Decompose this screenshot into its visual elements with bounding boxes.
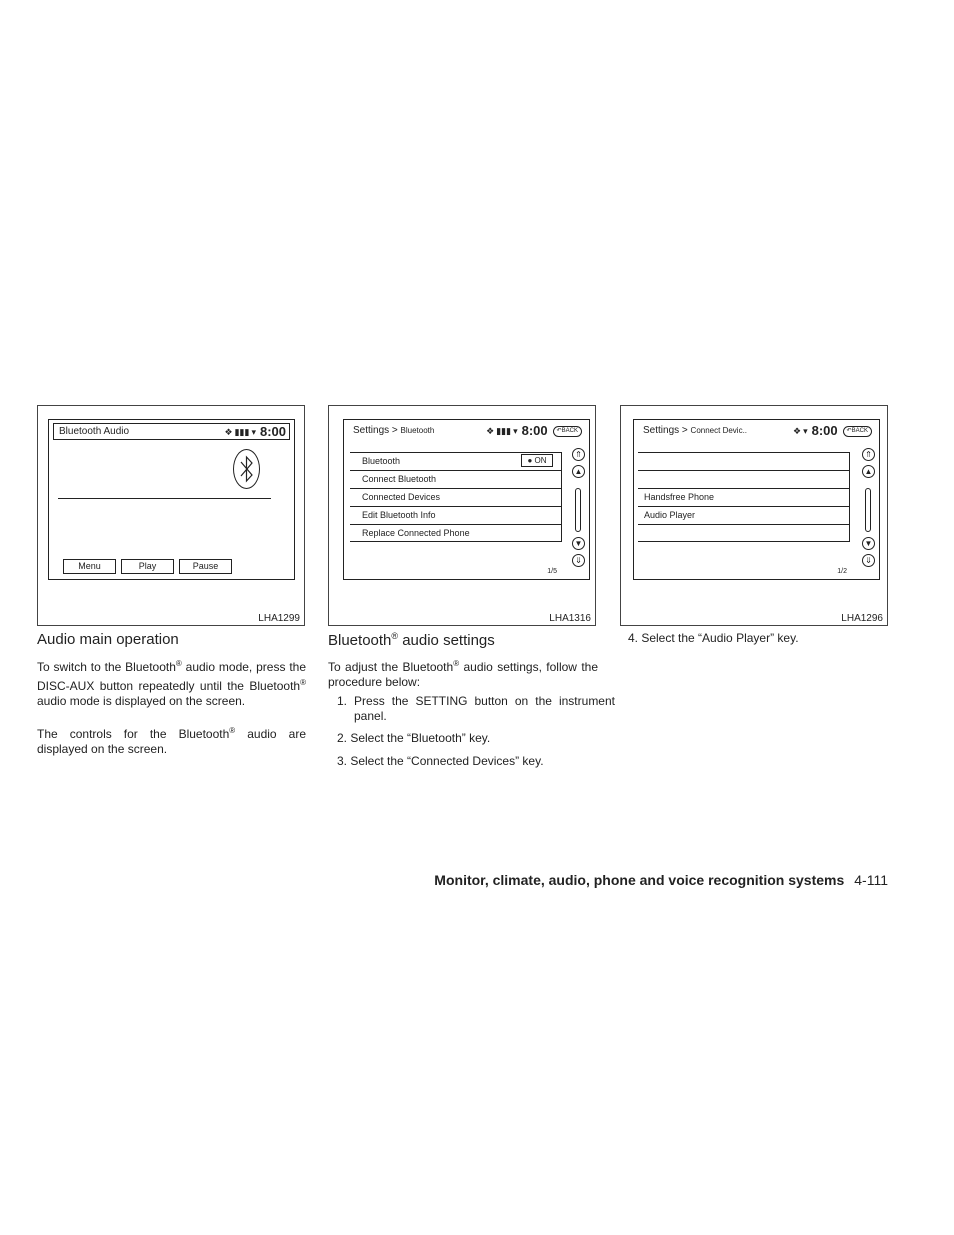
figure-id: LHA1299	[258, 613, 300, 624]
clock: 8:00	[521, 423, 548, 438]
status-icons	[793, 424, 872, 438]
step-2: 2. Select the “Bluetooth” key.	[337, 731, 491, 745]
step-4: 4. Select the “Audio Player” key.	[628, 631, 799, 645]
list-item-connect-bluetooth[interactable]	[350, 470, 562, 488]
battery-icon: ▮▮▮	[496, 426, 512, 436]
list-item-label: Replace Connected Phone	[362, 528, 470, 538]
status-bar	[348, 423, 585, 440]
page-indicator: 1/2	[837, 568, 847, 575]
list-item-bluetooth[interactable]	[350, 452, 562, 470]
list-item-label: Bluetooth	[362, 456, 401, 466]
section-heading-bluetooth-audio-settings	[328, 631, 495, 649]
list-item-label: Connected Devices	[362, 492, 441, 502]
reg-mark: ®	[229, 726, 236, 735]
reg-mark: ®	[300, 678, 306, 687]
page-up-icon[interactable]: ⇑	[572, 448, 585, 461]
clock: 8:00	[259, 424, 286, 439]
text: To switch to the Bluetooth	[37, 660, 176, 674]
text: audio mode is displayed on the screen.	[37, 694, 246, 708]
scroll-up-icon[interactable]: ▲	[862, 465, 875, 478]
bluetooth-toggle[interactable]: ● ON	[521, 454, 553, 467]
text: audio are displayed on the screen.	[37, 727, 306, 756]
text: audio settings	[398, 632, 495, 649]
signal-icon: ▾	[513, 426, 518, 436]
text: audio settings, follow the procedure below:	[328, 660, 599, 689]
status-bar	[638, 423, 875, 440]
status-icons	[486, 424, 582, 438]
step-1: 1. Press the SETTING button on the instrument panel.	[337, 694, 615, 723]
list-item-empty[interactable]	[638, 524, 850, 542]
screen-title: Settings >	[353, 425, 398, 436]
paragraph-adjust-settings	[328, 656, 598, 690]
screen-title: Bluetooth Audio	[59, 426, 130, 437]
list-item-label: Connect Bluetooth	[362, 474, 437, 484]
text: The controls for the Bluetooth	[37, 727, 230, 741]
back-label: BACK	[561, 427, 578, 434]
list-item-edit-bluetooth-info[interactable]	[350, 506, 562, 524]
reg-mark: ®	[175, 659, 182, 668]
back-button[interactable]: ↶BACK	[843, 426, 872, 437]
list-item-label: Edit Bluetooth Info	[362, 510, 436, 520]
paragraph-switch-mode	[37, 656, 306, 709]
figure-id: LHA1316	[549, 613, 591, 624]
status-bar	[53, 423, 290, 440]
screen-subtitle: Bluetooth	[400, 426, 435, 435]
status-icons	[225, 425, 287, 439]
bluetooth-icon: ❖	[224, 427, 233, 437]
devices-list	[638, 452, 850, 542]
figure-id: LHA1296	[841, 613, 883, 624]
text: audio mode, press the DISC-AUX button repeatedly until the Bluetooth	[37, 660, 307, 693]
scroll-down-icon[interactable]: ▼	[572, 537, 585, 550]
step-3: 3. Select the “Connected Devices” key.	[337, 754, 544, 768]
toggle-label: ON	[534, 456, 547, 465]
screen-settings-bluetooth	[343, 419, 590, 580]
settings-list	[350, 452, 562, 542]
list-item-label: Handsfree Phone	[644, 492, 715, 502]
play-button[interactable]: Play	[121, 559, 174, 574]
scrollbar[interactable]	[575, 488, 581, 532]
page-down-icon[interactable]: ⇓	[572, 554, 585, 567]
list-item-audio-player[interactable]	[638, 506, 850, 524]
list-item-replace-connected-phone[interactable]	[350, 524, 562, 542]
reg-mark: ®	[453, 659, 460, 668]
screen-subtitle: Connect Devic..	[690, 426, 748, 435]
list-item-label: Audio Player	[644, 510, 696, 520]
back-label: BACK	[851, 427, 868, 434]
screen-title: Settings >	[643, 425, 688, 436]
scroll-up-icon[interactable]: ▲	[572, 465, 585, 478]
figure-bluetooth-audio	[37, 405, 305, 626]
list-item-empty[interactable]	[638, 452, 850, 470]
reg-mark: ®	[391, 631, 399, 641]
scroll-down-icon[interactable]: ▼	[862, 537, 875, 550]
bluetooth-logo-icon	[233, 449, 260, 489]
page-up-icon[interactable]: ⇑	[862, 448, 875, 461]
clock: 8:00	[811, 423, 838, 438]
text: To adjust the Bluetooth	[328, 660, 454, 674]
text: Bluetooth	[328, 632, 392, 649]
divider	[58, 498, 271, 499]
pause-button[interactable]: Pause	[179, 559, 232, 574]
signal-icon: ▾	[251, 427, 256, 437]
list-item-connected-devices[interactable]	[350, 488, 562, 506]
bluetooth-icon: ❖	[792, 426, 802, 436]
screen-connected-devices	[633, 419, 880, 580]
page-down-icon[interactable]: ⇓	[862, 554, 875, 567]
list-item-empty[interactable]	[638, 470, 850, 488]
back-button[interactable]: ↶BACK	[553, 426, 582, 437]
footer-title: Monitor, climate, audio, phone and voice recognition systems	[434, 872, 845, 888]
screen-bluetooth-audio	[48, 419, 295, 580]
menu-button[interactable]: Menu	[63, 559, 116, 574]
page-number: 4-111	[854, 872, 888, 888]
list-item-handsfree-phone[interactable]	[638, 488, 850, 506]
section-heading-audio-main-operation: Audio main operation	[37, 631, 179, 648]
page-footer	[434, 872, 888, 888]
scrollbar[interactable]	[865, 488, 871, 532]
page-indicator: 1/5	[547, 568, 557, 575]
bluetooth-icon: ❖	[486, 426, 495, 436]
battery-icon: ▮▮▮	[234, 427, 250, 437]
figure-connected-devices	[620, 405, 888, 626]
paragraph-controls	[37, 723, 306, 757]
figure-bluetooth-settings	[328, 405, 596, 626]
signal-icon: ▾	[803, 426, 808, 436]
